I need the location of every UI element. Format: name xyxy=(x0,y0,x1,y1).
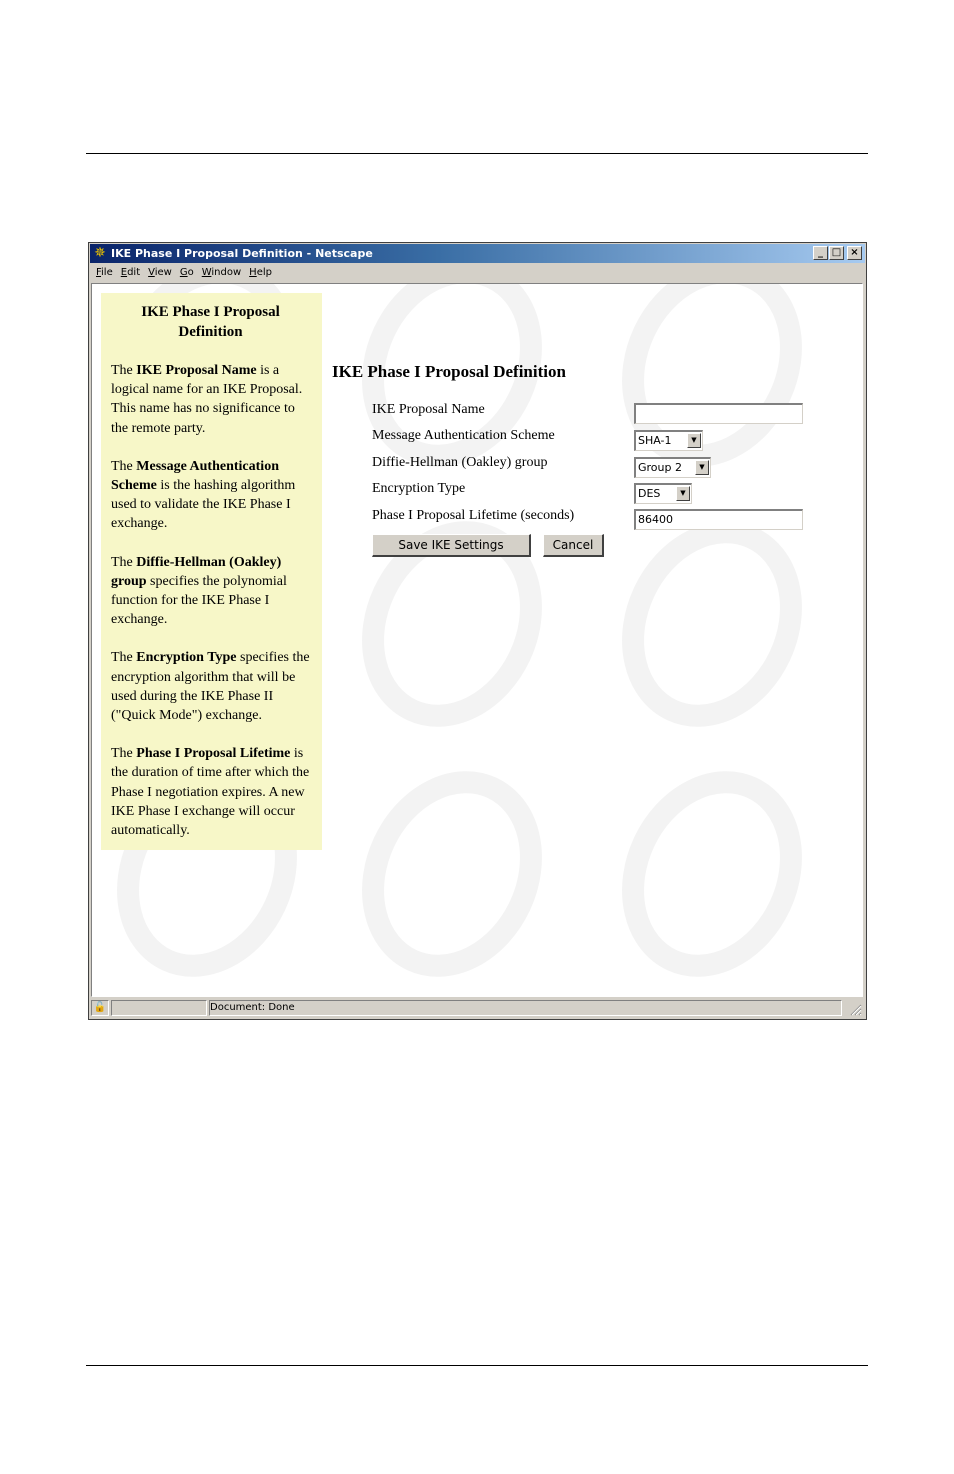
page-bottom-rule xyxy=(86,1365,868,1366)
help-text: The xyxy=(111,363,137,378)
encryption-type-label: Encryption Type xyxy=(372,481,466,496)
close-button[interactable]: × xyxy=(847,246,862,260)
auth-scheme-value: SHA-1 xyxy=(638,434,672,447)
help-paragraph xyxy=(111,361,314,438)
menu-edit[interactable]: Edit xyxy=(120,267,141,278)
help-text: The xyxy=(111,650,137,666)
menu-window[interactable]: Window xyxy=(201,267,242,278)
proposal-name-input[interactable] xyxy=(634,403,803,424)
form-title: IKE Phase I Proposal Definition xyxy=(332,362,566,381)
help-term: IKE Proposal Name xyxy=(136,363,257,378)
page-top-rule xyxy=(86,153,868,154)
title-bar[interactable] xyxy=(90,244,865,263)
dh-group-label: Diffie-Hellman (Oakley) group xyxy=(372,455,548,470)
encryption-type-value: DES xyxy=(638,487,661,500)
help-title: IKE Phase I Proposal Definition xyxy=(141,304,280,340)
help-text: is a logical name for an IKE Proposal. This name has no significance to the remote party. xyxy=(111,363,303,436)
resize-grip-icon[interactable] xyxy=(849,1003,862,1016)
netscape-icon: ✵ xyxy=(94,245,106,261)
help-panel xyxy=(101,293,322,850)
help-text: The xyxy=(111,458,137,474)
save-ike-settings-button[interactable]: Save IKE Settings xyxy=(372,534,531,557)
help-paragraph xyxy=(111,744,314,840)
progress-panel xyxy=(111,1000,207,1016)
auth-scheme-label: Message Authentication Scheme xyxy=(372,428,555,443)
dh-group-select[interactable] xyxy=(634,457,711,478)
status-text: Document: Done xyxy=(210,1002,295,1013)
help-text: specifies the polynomial function for the IKE Phase I exchange. xyxy=(111,573,287,628)
help-term: Diffie-Hellman (Oakley) group xyxy=(111,554,282,589)
window-title: IKE Phase I Proposal Definition - Netscape xyxy=(111,247,373,260)
encryption-type-select[interactable] xyxy=(634,483,692,504)
chevron-down-icon[interactable]: ▼ xyxy=(695,460,709,475)
lifetime-label: Phase I Proposal Lifetime (seconds) xyxy=(372,508,575,523)
window-controls xyxy=(812,246,862,260)
chevron-down-icon[interactable]: ▼ xyxy=(676,486,690,501)
help-paragraph xyxy=(111,553,314,630)
help-text: The xyxy=(111,554,137,570)
help-term: Encryption Type xyxy=(136,650,237,666)
proposal-name-label: IKE Proposal Name xyxy=(372,402,485,417)
minimize-button[interactable]: _ xyxy=(813,246,828,260)
lock-icon[interactable]: 🔓 xyxy=(91,1000,109,1016)
status-bar xyxy=(91,999,864,1017)
dh-group-value: Group 2 xyxy=(638,461,682,474)
help-term: Message Authentication Scheme xyxy=(111,458,279,494)
help-paragraph xyxy=(111,457,314,534)
auth-scheme-select[interactable] xyxy=(634,430,703,451)
menu-file[interactable]: File xyxy=(96,267,113,278)
menu-go[interactable]: Go xyxy=(179,267,194,278)
help-text: The xyxy=(111,746,137,762)
maximize-button[interactable]: □ xyxy=(829,246,844,260)
chevron-down-icon[interactable]: ▼ xyxy=(687,433,701,448)
help-text: is the duration of time after which the Phase I negotiation expires. A new IKE Phase I exchange will occur automatically. xyxy=(111,746,310,839)
menu-help[interactable]: Help xyxy=(249,267,272,278)
help-term: Phase I Proposal Lifetime xyxy=(136,746,291,762)
page-content xyxy=(91,283,863,997)
help-paragraph xyxy=(111,648,314,725)
help-text: is the hashing algorithm used to validate the IKE Phase I exchange. xyxy=(111,478,296,532)
status-text-panel xyxy=(209,1000,842,1016)
cancel-button[interactable]: Cancel xyxy=(543,534,604,557)
browser-window xyxy=(88,242,867,1020)
help-text: specifies the encryption algorithm that will be used during the IKE Phase II ("Quick Mode") exchange. xyxy=(111,650,310,724)
menu-view[interactable]: View xyxy=(148,267,172,278)
menu-bar xyxy=(91,264,864,282)
lifetime-input[interactable]: 86400 xyxy=(634,509,803,530)
